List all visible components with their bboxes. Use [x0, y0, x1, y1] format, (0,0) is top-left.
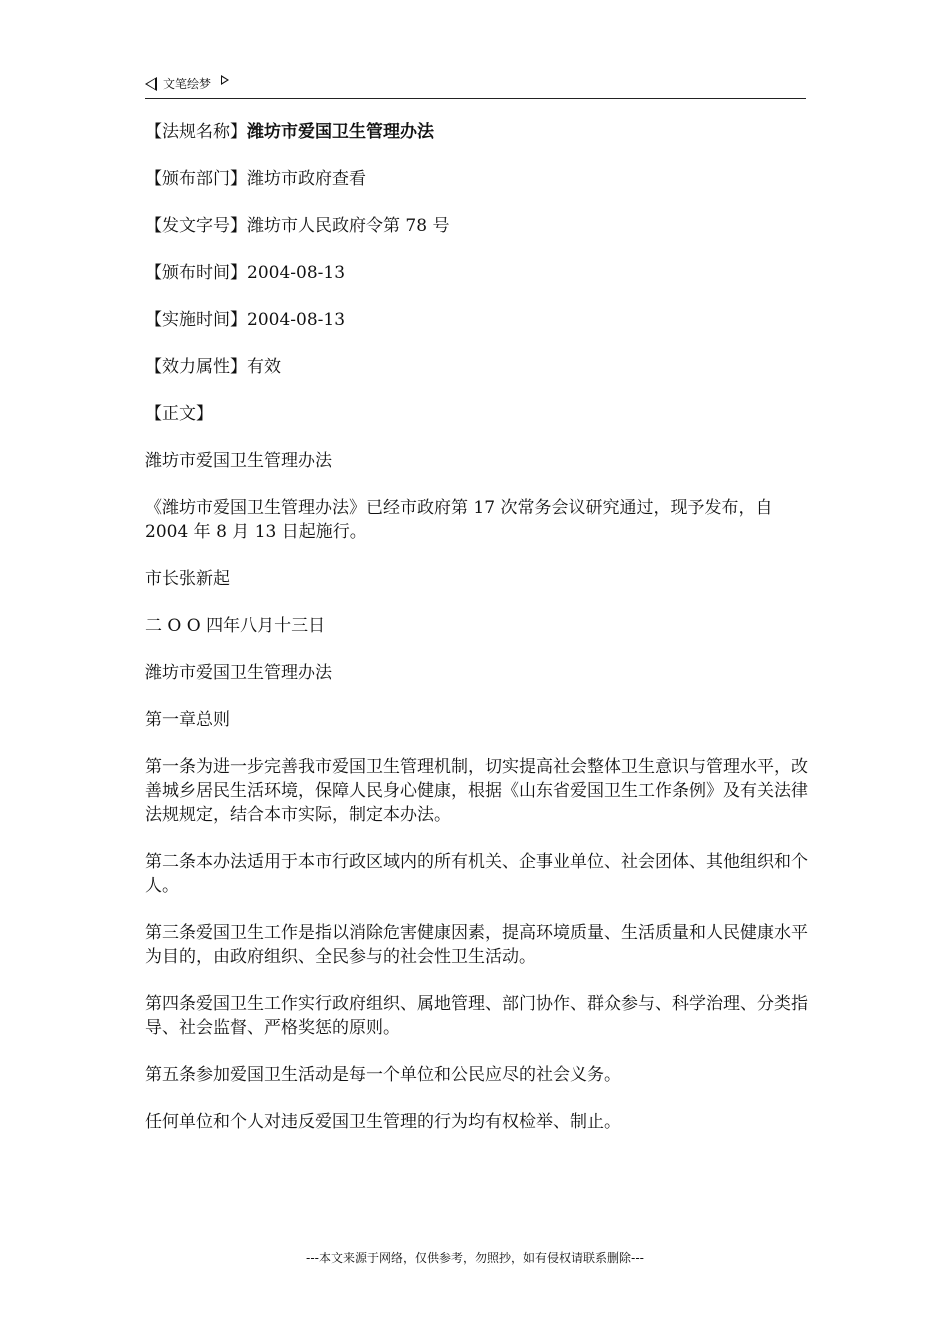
- page-header: [145, 72, 806, 99]
- meta-issue-date: [145, 261, 810, 308]
- meta-status: [145, 355, 810, 402]
- footer-notice: ---本文来源于网络，仅供参考，勿照抄，如有侵权请联系删除---: [306, 1251, 644, 1265]
- article-5: 第五条参加爱国卫生活动是每一个单位和公民应尽的社会义务。: [145, 1065, 621, 1085]
- meta-issue-label: 【颁布时间】: [145, 263, 247, 283]
- article-2: 第二条本办法适用于本市行政区域内的所有机关、企事业单位、社会团体、其他组织和个人。: [145, 852, 808, 896]
- document-body: [145, 120, 810, 1157]
- meta-dept: [145, 167, 810, 214]
- body-title-repeat: 潍坊市爱国卫生管理办法: [145, 663, 332, 683]
- triangle-left-icon: [145, 77, 157, 91]
- header-brand: 文笔绘梦: [163, 77, 212, 91]
- meta-doc-no-value: 潍坊市人民政府令第 78 号: [247, 216, 450, 236]
- body-signatory: 市长张新起: [145, 569, 230, 589]
- body-announcement: 《潍坊市爱国卫生管理办法》已经市政府第 17 次常务会议研究通过，现予发布，自 2004 年 8 月 13 日起施行。: [145, 498, 773, 542]
- meta-dept-value: 潍坊市政府查看: [247, 169, 366, 189]
- chapter-heading: 第一章总则: [145, 710, 230, 730]
- article-1: 第一条为进一步完善我市爱国卫生管理机制，切实提高社会整体卫生意识与管理水平，改善城乡居民生活环境，保障人民身心健康，根据《山东省爱国卫生工作条例》及有关法律法规规定，结合本市实际，制定本办法。: [145, 757, 808, 825]
- meta-doc-no: [145, 214, 810, 261]
- article-5-clause: 任何单位和个人对违反爱国卫生管理的行为均有权检举、制止。: [145, 1112, 621, 1132]
- article-4: 第四条爱国卫生工作实行政府组织、属地管理、部门协作、群众参与、科学治理、分类指导、社会监督、严格奖惩的原则。: [145, 994, 808, 1038]
- body-label: 【正文】: [145, 404, 213, 424]
- meta-issue-value: 2004-08-13: [247, 263, 346, 283]
- meta-doc-no-label: 【发文字号】: [145, 216, 247, 236]
- article-3: 第三条爱国卫生工作是指以消除危害健康因素，提高环境质量、生活质量和人民健康水平为目的，由政府组织、全民参与的社会性卫生活动。: [145, 923, 808, 967]
- meta-title: [145, 120, 810, 167]
- meta-effective-value: 2004-08-13: [247, 310, 346, 330]
- meta-title-label: 【法规名称】: [145, 122, 247, 142]
- body-title: 潍坊市爱国卫生管理办法: [145, 451, 332, 471]
- meta-effective-label: 【实施时间】: [145, 310, 247, 330]
- triangle-right-icon: [221, 75, 229, 85]
- body-date: 二 O O 四年八月十三日: [145, 616, 326, 636]
- header-brand-group: [145, 75, 229, 92]
- meta-dept-label: 【颁布部门】: [145, 169, 247, 189]
- meta-status-label: 【效力属性】: [145, 357, 247, 377]
- meta-title-value: 潍坊市爱国卫生管理办法: [247, 122, 434, 142]
- meta-effective-date: [145, 308, 810, 355]
- meta-status-value: 有效: [247, 357, 281, 377]
- meta-body-label: [145, 402, 810, 449]
